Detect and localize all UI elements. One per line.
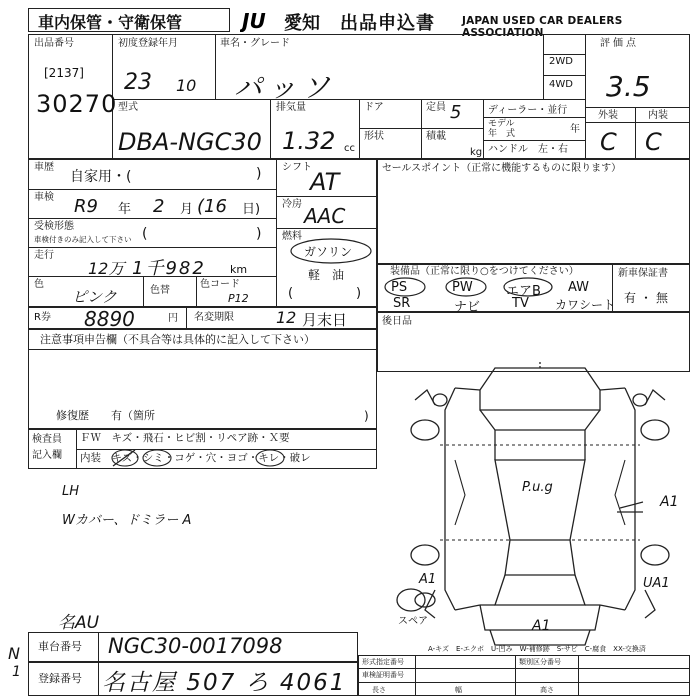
ju-logo xyxy=(240,8,284,36)
org-name: 愛知 xyxy=(284,13,320,34)
attachments-label: 後日品 xyxy=(382,316,412,327)
dealer-label: ディーラー・並行 xyxy=(488,105,568,116)
equip-sr: SR xyxy=(393,296,411,311)
mileage-unit: km xyxy=(230,263,248,276)
height-label: 高さ xyxy=(540,686,554,694)
history-label: 車歴 xyxy=(34,162,54,173)
inspection-month-unit: 月 xyxy=(180,202,194,217)
mileage-sen: 1千982 xyxy=(132,258,206,279)
first-reg-month: 10 xyxy=(176,76,197,95)
equipment-label: 装備品（正常に限り○をつけてください） xyxy=(390,266,579,277)
reg-number: 名古屋 507 ろ 4061 xyxy=(102,670,347,696)
model-spec-label: 形式指定番号 xyxy=(362,658,404,666)
yen-label: 円 xyxy=(168,313,178,324)
year-unit-label: 年 xyxy=(570,124,580,135)
capacity-value: 5 xyxy=(450,102,462,123)
equip-cover-seat: カワシート xyxy=(555,298,616,312)
equip-circles xyxy=(380,274,560,298)
capacity-label: 定員 xyxy=(426,102,446,113)
exterior-grade: C xyxy=(600,128,617,156)
shift-value: AT xyxy=(310,168,340,196)
interior-label: 内装 xyxy=(648,110,668,121)
inspection-label: 車検 xyxy=(34,192,54,203)
equip-ps: PS xyxy=(391,280,408,295)
warranty-options: 有・無 xyxy=(624,291,673,305)
interior-check-line: 内装 キズ・シミ・コゲ・穴・ヨゴ・キレ・破レ xyxy=(80,452,311,464)
side-n: N xyxy=(8,644,20,663)
fw-check-line: ＦＷ キズ・飛石・ヒビ割・リペア跡・Ｘ要 xyxy=(80,432,290,444)
cert-spec-label: 車検証明番号 xyxy=(362,671,404,679)
lot-number-label: 出品番号 xyxy=(34,38,74,49)
load-label: 積載 xyxy=(426,131,446,142)
inspection-month: 2 xyxy=(153,196,165,217)
name-change-label: 名変期限 xyxy=(194,312,234,323)
inspection-year-unit: 年 xyxy=(118,202,132,217)
aircon-value: AAC xyxy=(304,204,346,228)
warranty-label: 新車保証書 xyxy=(618,268,668,279)
handle-label: ハンドル 左・右 xyxy=(488,144,568,155)
mileage-label: 走行 xyxy=(34,250,54,261)
r-ken-label: R券 xyxy=(34,312,51,323)
inspection-day-unit: 日) xyxy=(242,202,261,217)
width-label: 幅 xyxy=(455,686,462,694)
inspection-day: (16 xyxy=(197,196,227,217)
damage-a1-left: A1 xyxy=(419,572,437,587)
inspector-label: 検査員 xyxy=(32,434,62,445)
chassis-label: 車台番号 xyxy=(38,640,82,653)
equip-navi: ナビ xyxy=(454,300,481,315)
form-title: 出品申込書 xyxy=(340,13,435,34)
received-label: 受検形態 xyxy=(34,221,74,232)
displacement-value: 1.32 xyxy=(282,127,336,155)
color-code-value: P12 xyxy=(228,292,249,305)
fuel-label: 燃料 xyxy=(282,231,302,242)
storage-label: 車内保管・守衛保管 xyxy=(38,13,183,32)
damage-a1-rear: A1 xyxy=(532,618,551,634)
damage-legend: A-キズ E-エクボ U-凹み W-補修跡 S-サビ C-腐食 XX-交換済 xyxy=(428,645,646,653)
color-value: ピンク xyxy=(72,288,117,306)
fuel-gasoline: ガソリン xyxy=(304,245,353,259)
chassis-number: NGC30-0017098 xyxy=(108,634,283,658)
history-value: 自家用・( xyxy=(70,169,132,185)
aircon-label: 冷房 xyxy=(282,199,302,210)
color-change-label: 色替 xyxy=(150,285,170,296)
repair-close-paren: ) xyxy=(364,409,369,423)
repair-label: 修復歴 有（箇所 xyxy=(56,409,155,422)
spare-label: スペア xyxy=(398,616,428,627)
doors-label: ドア xyxy=(364,102,384,113)
received-note: 車検付きのみ記入して下さい xyxy=(34,235,132,244)
r-ken-value: 8890 xyxy=(84,307,135,331)
damage-a1-right: A1 xyxy=(660,494,679,510)
ju-logo-text: JU xyxy=(242,9,266,32)
exterior-label: 外装 xyxy=(598,110,618,121)
lot-bracket: [2137] xyxy=(44,66,84,80)
interior-grade: C xyxy=(645,128,662,156)
note-line: Wカバー、ドミラー A xyxy=(62,513,192,528)
damage-ua1: UA1 xyxy=(643,576,670,591)
2wd-label: 2WD xyxy=(549,56,573,67)
car-diagram xyxy=(395,360,685,660)
mileage-man: 12万 xyxy=(88,259,125,278)
first-registration-label: 初度登録年月 xyxy=(118,38,178,49)
model-type-value: DBA-NGC30 xyxy=(118,128,262,156)
fuel-paren-close: ) xyxy=(356,286,362,301)
received-close-paren: ) xyxy=(256,226,262,242)
cc-label: cc xyxy=(344,143,355,154)
sales-point-box xyxy=(377,159,690,264)
entry-label: 記入欄 xyxy=(32,450,62,461)
4wd-label: 4WD xyxy=(549,79,573,90)
inspection-era: R9 xyxy=(74,196,98,217)
car-label: P.u.g xyxy=(522,480,553,495)
class-spec-label: 類別区分番号 xyxy=(519,658,561,666)
reg-label: 登録番号 xyxy=(38,672,82,685)
fuel-circle xyxy=(288,236,374,266)
name-change-month: 12 xyxy=(276,308,297,327)
side-1: 1 xyxy=(12,664,21,680)
shape-label: 形状 xyxy=(364,131,384,142)
fuel-diesel: 軽 油 xyxy=(308,268,345,282)
rating-label: 評価点 xyxy=(600,38,639,49)
model-type-label: 型式 xyxy=(118,102,138,113)
length-label: 長さ xyxy=(372,686,386,694)
displacement-label: 排気量 xyxy=(276,102,306,113)
note-lh: LH xyxy=(62,484,80,499)
aichi-note: 名AU xyxy=(58,613,100,633)
sales-point-label: セールスポイント（正常に機能するものに限ります） xyxy=(382,163,622,174)
model-name: パッソ xyxy=(234,71,337,104)
equip-airbag: エアB xyxy=(506,284,541,299)
first-reg-year: 23 xyxy=(124,70,152,95)
kg-label: kg xyxy=(470,147,483,158)
color-code-label: 色コード xyxy=(200,279,240,290)
history-close-paren: ) xyxy=(256,166,262,182)
notes-label: 注意事項申告欄（不具合等は具体的に記入して下さい） xyxy=(40,333,315,346)
equip-aw: AW xyxy=(568,280,590,295)
model-year-label-b: 年 式 xyxy=(488,129,516,139)
association-name: JAPAN USED CAR DEALERS ASSOCIATION xyxy=(462,15,623,39)
model-grade-label: 車名・グレード xyxy=(220,38,290,49)
lot-number: 30270 xyxy=(36,90,118,118)
rating-score: 3.5 xyxy=(606,70,651,103)
interior-check-marks xyxy=(105,446,305,470)
shift-label: シフト xyxy=(282,162,312,173)
name-change-end: 月末日 xyxy=(302,311,348,329)
color-label: 色 xyxy=(34,279,44,290)
received-open-paren: ( xyxy=(142,226,148,242)
equip-tv: TV xyxy=(512,296,529,311)
fuel-paren-open: ( xyxy=(288,286,294,301)
model-year-label-a: モデル xyxy=(488,119,515,129)
equip-pw: PW xyxy=(452,280,473,295)
